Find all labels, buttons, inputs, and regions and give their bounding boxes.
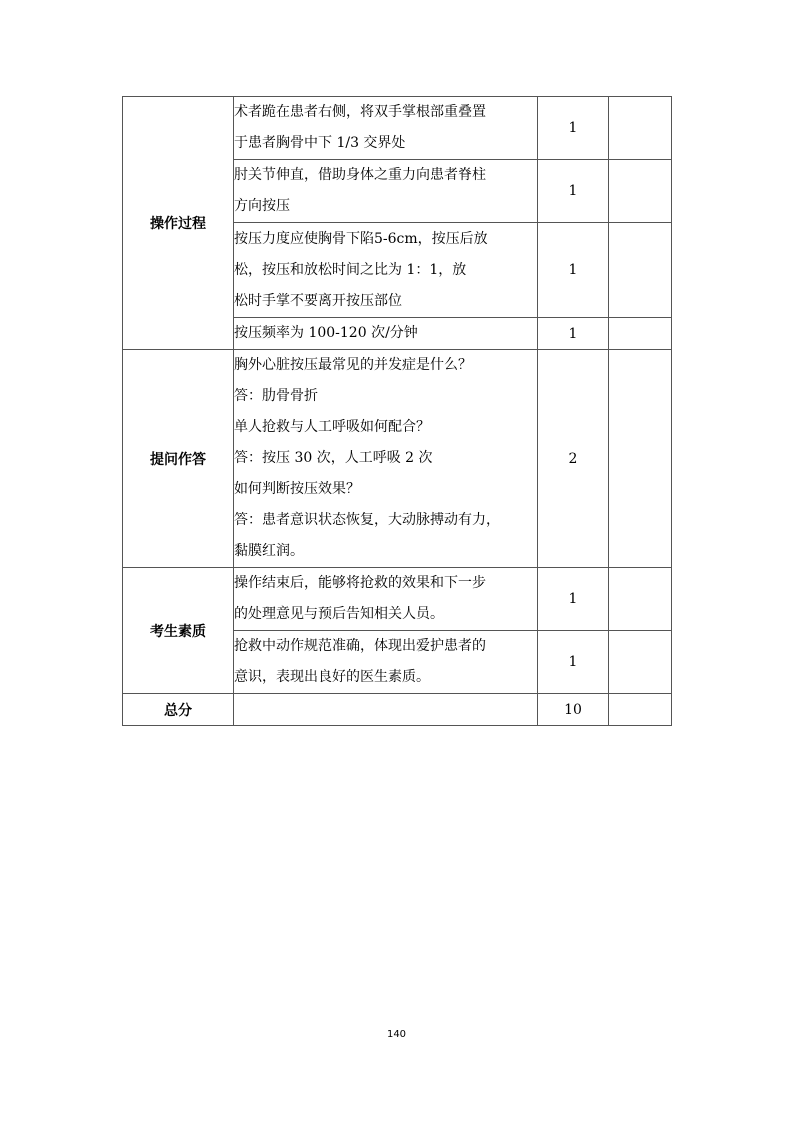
criterion-line: 于患者胸骨中下 1/3 交界处 — [234, 135, 406, 151]
answer-line: 答：肋骨骨折 — [234, 388, 318, 404]
total-score: 10 — [538, 694, 609, 726]
table-row — [123, 568, 672, 631]
question-line: 如何判断按压效果？ — [234, 481, 360, 497]
criterion-line: 按压频率为 100-120 次/分钟 — [234, 325, 418, 341]
question-line: 胸外心脏按压最常见的并发症是什么？ — [234, 357, 472, 373]
score-cell: 1 — [538, 631, 609, 694]
criterion-line: 松，按压和放松时间之比为 1：1，放 — [234, 261, 467, 278]
criterion-cell — [234, 350, 538, 568]
question-line: 单人抢救与人工呼吸如何配合？ — [234, 419, 430, 435]
criterion-line: 按压力度应使胸骨下陷5-6cm，按压后放 — [234, 230, 488, 247]
score-cell: 1 — [538, 160, 609, 223]
deduction-cell — [609, 223, 672, 318]
criterion-cell — [234, 694, 538, 726]
criterion-line: 方向按压 — [234, 198, 290, 214]
criterion-cell — [234, 97, 538, 160]
category-cell: 提问作答 — [123, 350, 234, 568]
criterion-cell — [234, 318, 538, 350]
deduction-cell — [609, 631, 672, 694]
criterion-cell — [234, 631, 538, 694]
criterion-line: 意识，表现出良好的医生素质。 — [234, 669, 430, 685]
total-row — [123, 694, 672, 726]
deduction-cell — [609, 694, 672, 726]
table-row — [123, 97, 672, 160]
score-cell: 1 — [538, 568, 609, 631]
deduction-cell — [609, 97, 672, 160]
criterion-line: 抢救中动作规范准确，体现出爱护患者的 — [234, 638, 486, 654]
scoring-table — [122, 96, 672, 726]
answer-line: 答：患者意识状态恢复，大动脉搏动有力， — [234, 512, 500, 528]
deduction-cell — [609, 350, 672, 568]
score-cell: 1 — [538, 223, 609, 318]
deduction-cell — [609, 318, 672, 350]
criterion-line: 操作结束后，能够将抢救的效果和下一步 — [234, 575, 486, 591]
category-cell: 操作过程 — [123, 97, 234, 350]
criterion-line: 的处理意见与预后告知相关人员。 — [234, 606, 444, 622]
criterion-line: 术者跪在患者右侧，将双手掌根部重叠置 — [234, 104, 486, 120]
criterion-cell — [234, 223, 538, 318]
score-cell: 2 — [538, 350, 609, 568]
criterion-cell — [234, 160, 538, 223]
page-number: 140 — [386, 1029, 407, 1040]
deduction-cell — [609, 160, 672, 223]
criterion-line: 肘关节伸直，借助身体之重力向患者脊柱 — [234, 167, 486, 183]
deduction-cell — [609, 568, 672, 631]
answer-line: 黏膜红润。 — [234, 543, 304, 559]
table-row — [123, 350, 672, 568]
answer-line: 答：按压 30 次，人工呼吸 2 次 — [234, 450, 433, 466]
criterion-line: 松时手掌不要离开按压部位 — [234, 292, 402, 309]
criterion-cell — [234, 568, 538, 631]
total-label: 总分 — [123, 694, 234, 726]
score-cell: 1 — [538, 97, 609, 160]
score-cell: 1 — [538, 318, 609, 350]
category-cell: 考生素质 — [123, 568, 234, 694]
